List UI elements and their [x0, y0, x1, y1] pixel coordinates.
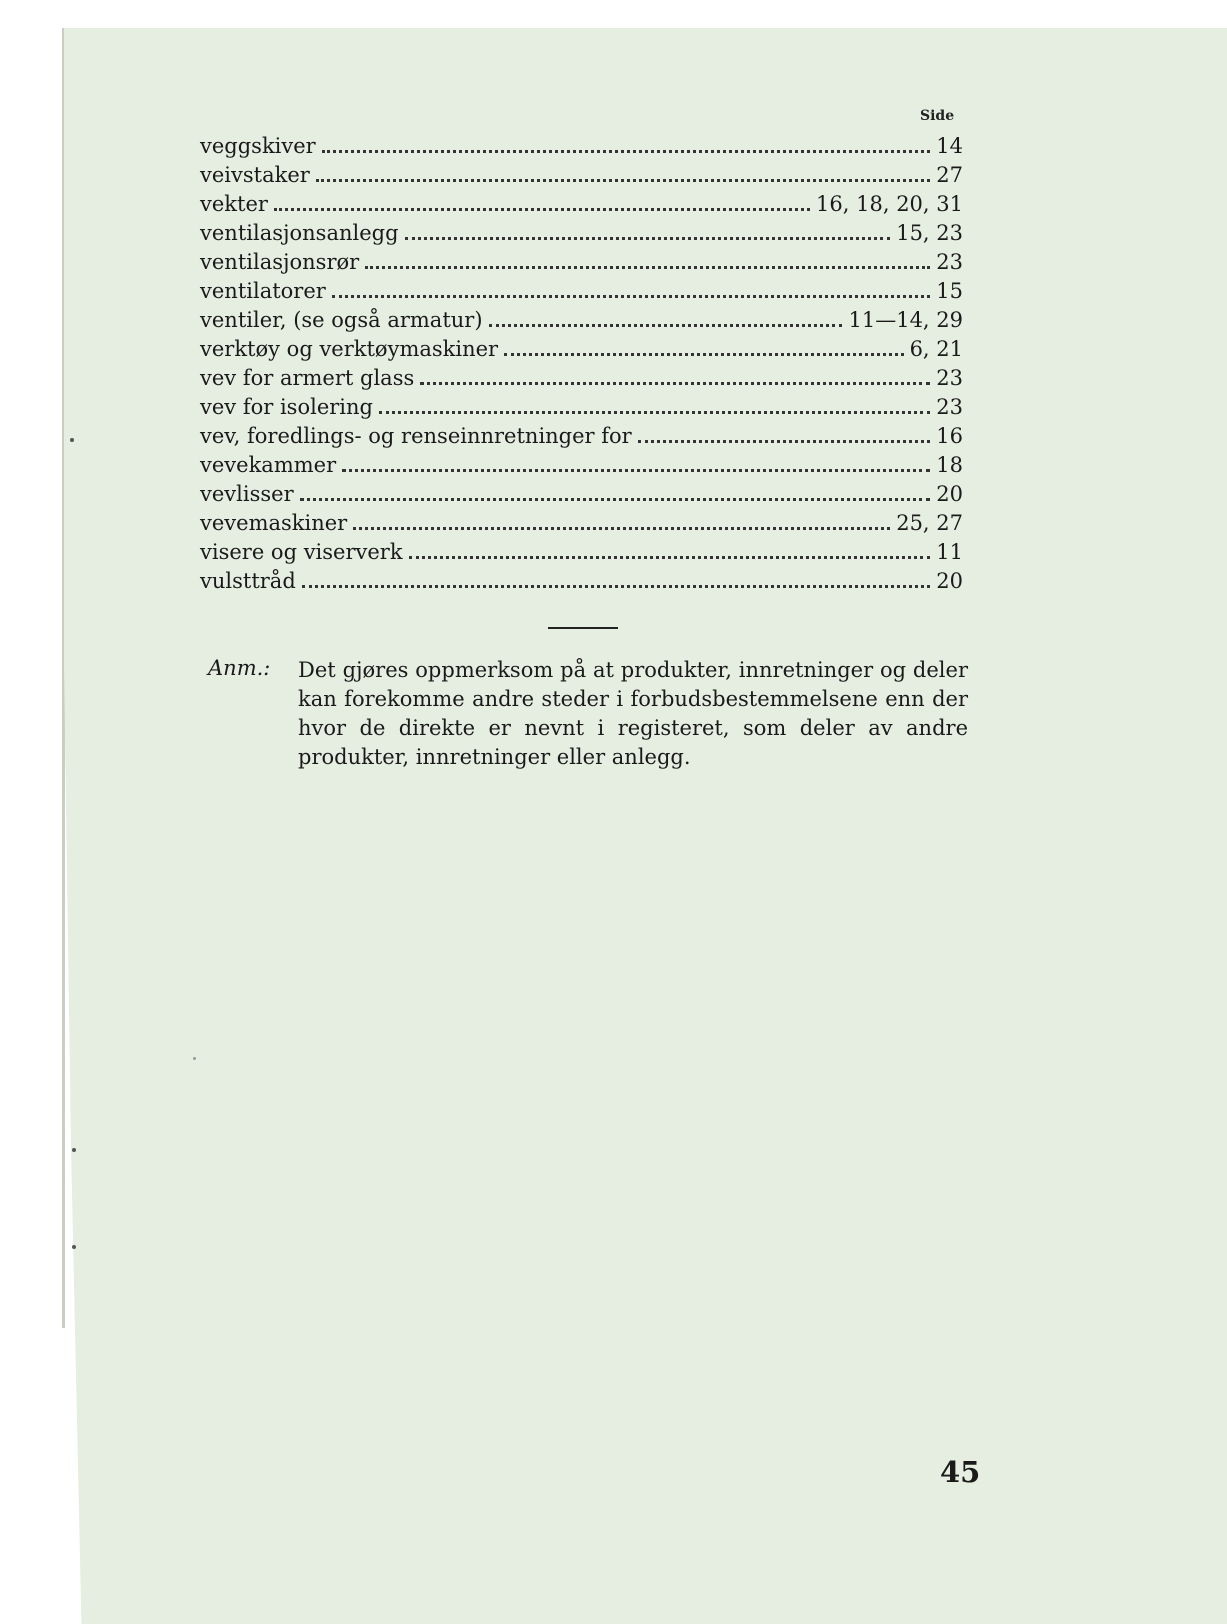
index-term: vekter — [200, 192, 268, 216]
index-term: vevemaskiner — [200, 511, 348, 535]
dot-leader — [342, 453, 930, 472]
dot-leader — [353, 511, 890, 530]
index-pages: 11 — [936, 540, 963, 564]
index-term: vulsttråd — [200, 569, 296, 593]
index-term: ventilatorer — [200, 279, 326, 303]
dot-leader — [379, 395, 930, 414]
index-pages: 15 — [936, 279, 963, 303]
index-pages: 20 — [936, 569, 963, 593]
index-entry — [200, 308, 963, 337]
index-pages: 18 — [936, 453, 963, 477]
index-pages: 23 — [936, 366, 963, 390]
dot-leader — [409, 540, 931, 559]
note-text: Det gjøres oppmerksom på at produkter, innretninger og deler kan forekomme andre steder i forbudsbestemmelsene enn der hvor de direkte er nevnt i registeret, som deler av andre produkter, innretninger eller anlegg. — [298, 658, 968, 769]
index-pages: 11—14, 29 — [848, 308, 963, 332]
dot-leader — [638, 424, 931, 443]
index-entry — [200, 221, 963, 250]
dot-leader — [332, 279, 930, 298]
dot-leader — [504, 337, 903, 356]
index-pages: 23 — [936, 250, 963, 274]
index-term: vev for isolering — [200, 395, 373, 419]
index-term: veggskiver — [200, 134, 316, 158]
index-term: veivstaker — [200, 163, 310, 187]
index-pages: 6, 21 — [909, 337, 963, 361]
index-pages: 23 — [936, 395, 963, 419]
index-entry — [200, 395, 963, 424]
index-entry — [200, 482, 963, 511]
dot-leader — [420, 366, 930, 385]
index-entry — [200, 366, 963, 395]
dot-leader — [489, 308, 843, 327]
index-entry — [200, 424, 963, 453]
index-entry — [200, 192, 963, 221]
page-number: 45 — [940, 1455, 981, 1489]
index-entry — [200, 511, 963, 540]
index-term: vev for armert glass — [200, 366, 415, 390]
index-term: vev, foredlings- og renseinnretninger for — [200, 424, 632, 448]
index-entry — [200, 250, 963, 279]
index-pages: 16 — [936, 424, 963, 448]
index-pages: 14 — [936, 134, 963, 158]
index-entry — [200, 453, 963, 482]
index-term: ventilasjonsanlegg — [200, 221, 399, 245]
dot-leader — [365, 250, 930, 269]
dot-leader — [405, 221, 891, 240]
scan-speck — [72, 1148, 76, 1152]
index-pages: 20 — [936, 482, 963, 506]
dot-leader — [322, 134, 931, 153]
index-entry — [200, 134, 963, 163]
index-pages: 15, 23 — [896, 221, 963, 245]
scan-speck — [72, 1245, 76, 1249]
section-divider — [548, 627, 618, 629]
index-entry — [200, 279, 963, 308]
index-term: verktøy og verktøymaskiner — [200, 337, 499, 361]
index-term: ventilasjonsrør — [200, 250, 360, 274]
index-term: vevlisser — [200, 482, 294, 506]
index-entry — [200, 163, 963, 192]
page-column-header: Side — [920, 108, 955, 124]
index-pages: 25, 27 — [896, 511, 963, 535]
index-entry — [200, 337, 963, 366]
dot-leader — [316, 163, 930, 182]
index-pages: 16, 18, 20, 31 — [816, 192, 963, 216]
dot-leader — [274, 192, 810, 211]
dot-leader — [300, 482, 931, 501]
index-list — [200, 134, 963, 598]
index-pages: 27 — [936, 163, 963, 187]
index-term: vevekammer — [200, 453, 337, 477]
index-entry — [200, 569, 963, 598]
scan-speck — [70, 438, 74, 442]
index-entry — [200, 540, 963, 569]
dot-leader — [302, 569, 931, 588]
index-term: visere og viserverk — [200, 540, 403, 564]
scan-speck — [193, 1057, 196, 1060]
note-label: Anm.: — [208, 656, 271, 680]
index-term: ventiler, (se også armatur) — [200, 308, 483, 332]
